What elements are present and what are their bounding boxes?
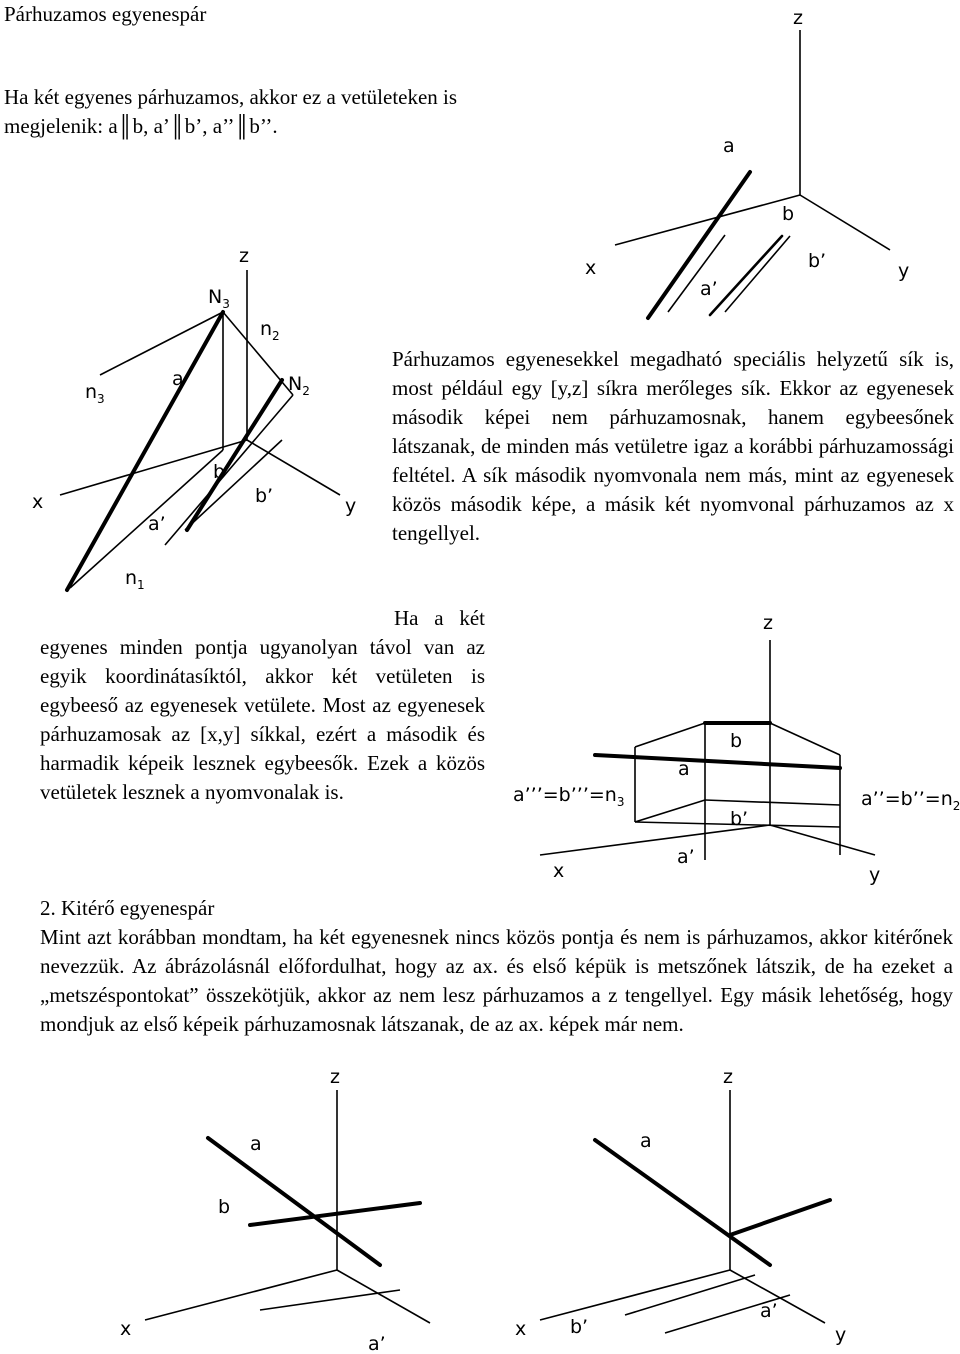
- floor-line: [705, 800, 840, 805]
- label-a-prime: a’: [677, 846, 695, 868]
- figure-special-plane: [20, 240, 390, 600]
- figure-parallel-lines: [560, 0, 960, 330]
- right-trace: [770, 723, 840, 755]
- section-2-title: 2. Kitérő egyenespár: [40, 896, 215, 920]
- label-a-prime: a’: [148, 513, 166, 535]
- y-axis: [800, 195, 890, 250]
- left-trace-top: [635, 723, 705, 747]
- paragraph-parallel-plane: Párhuzamos egyenesekkel megadható speciális helyzetű sík is, most például egy [y,z] síkra merőleges sík. Ekkor az egyenesek második képei nem párhuzamosnak, hanem egybeesőnek látszanak, de minden más vetületre igaz a korábbi párhuzamossági feltétel. A sík második nyomvonala nem más, mint az egyenesek közös második képe, a másik két nyomvonal párhuzamos az x tengellyel.: [392, 347, 954, 545]
- label-x: x: [32, 491, 44, 513]
- label-a-prime: a’: [760, 1300, 778, 1322]
- line-a-first-image: [70, 450, 226, 588]
- label-second-images: $a’’=b’’=n_2$: [861, 788, 960, 813]
- line-b: [710, 236, 782, 315]
- label-b-prime: b’: [570, 1316, 589, 1338]
- label-third-images: $a’’’=b’’’=n_3$: [513, 784, 625, 809]
- label-a: a: [678, 758, 690, 780]
- label-x: x: [553, 860, 565, 882]
- paragraph-coinciding-projections: [40, 604, 485, 807]
- label-z: z: [793, 7, 803, 29]
- line-a: [67, 312, 226, 590]
- section-2-text: Mint azt korábban mondtam, ha két egyenesnek nincs közös pontja és nem is párhuzamos, akkor kitérőnek nevezzük. Az ábrázolásnál előfordulhat, hogy az ax. és első képük is metszőnek látszik, de ha ezeket a „metszéspontokat” összekötjük, akkor az nem lesz párhuzamos a z tengellyel. Egy másik lehetőség, hogy mondjuk az első képeik párhuzamosnak látszanak, de az ax. képek már nem.: [40, 925, 953, 1036]
- label-n1: $n_1$: [125, 567, 145, 592]
- label-a-prime: a’: [700, 278, 718, 300]
- label-a: a: [723, 135, 735, 157]
- label-b-prime: b’: [808, 250, 827, 272]
- label-y: y: [835, 1324, 847, 1346]
- label-b: b: [730, 730, 743, 752]
- x-axis: [615, 195, 800, 245]
- line-b: [250, 1203, 420, 1225]
- label-b-prime: b’: [730, 808, 749, 830]
- y-axis: [770, 825, 875, 855]
- x-axis: [145, 1270, 337, 1320]
- line-b: [187, 380, 282, 530]
- line-a: [595, 1140, 770, 1265]
- label-N2: $N_2$: [288, 373, 310, 398]
- line-b-first-image: [725, 236, 790, 312]
- label-z: z: [239, 245, 249, 267]
- line-a-second: [595, 755, 840, 768]
- label-a: a: [640, 1130, 652, 1152]
- left-trace-bottom: [635, 800, 705, 822]
- label-b: b: [218, 1196, 231, 1218]
- label-x: x: [120, 1318, 132, 1340]
- figure-skew-lines-2: [505, 1065, 960, 1354]
- label-a: a: [172, 368, 184, 390]
- label-y: y: [898, 260, 910, 282]
- label-x: x: [585, 257, 597, 279]
- intro-paragraph: Ha két egyenes párhuzamos, akkor ez a vetületeken is megjelenik: a║b, a’║b’, a’’║b’’.: [4, 85, 458, 138]
- line-b: [730, 1200, 830, 1235]
- label-y: y: [869, 864, 881, 886]
- label-n2: $n_2$: [260, 318, 280, 343]
- line-a: [208, 1138, 380, 1265]
- trace-n1: [165, 395, 293, 545]
- label-a: a: [250, 1133, 262, 1155]
- label-y: y: [345, 495, 357, 517]
- label-b: b: [213, 461, 226, 483]
- label-z: z: [330, 1066, 340, 1088]
- paragraph-lead: Ha a két: [394, 606, 485, 630]
- figure-coinciding-images: [505, 605, 960, 895]
- label-b-prime: b’: [255, 485, 274, 507]
- label-b: b: [782, 203, 795, 225]
- label-z: z: [723, 1066, 733, 1088]
- label-z: z: [763, 612, 773, 634]
- label-a-prime: a’: [368, 1333, 386, 1354]
- label-N3: $N_3$: [208, 286, 230, 311]
- label-x: x: [515, 1318, 527, 1340]
- line-a: [648, 172, 750, 318]
- label-n3: $n_3$: [85, 381, 105, 406]
- figure-skew-lines-1: [110, 1065, 480, 1354]
- line-a-first-image: [260, 1290, 400, 1310]
- paragraph-body: egyenes minden pontja ugyanolyan távol van az egyik koordinátasíktól, akkor két vetületen is egybeeső az egyenesek vetülete. Most az egyenesek párhuzamosak az [x,y] síkkal, ezért a második és harmadik képeik lesznek egybeesők. Ezek a közös vetületek lesznek a nyomvonalak is.: [40, 635, 485, 804]
- page-title: Párhuzamos egyenespár: [4, 2, 207, 26]
